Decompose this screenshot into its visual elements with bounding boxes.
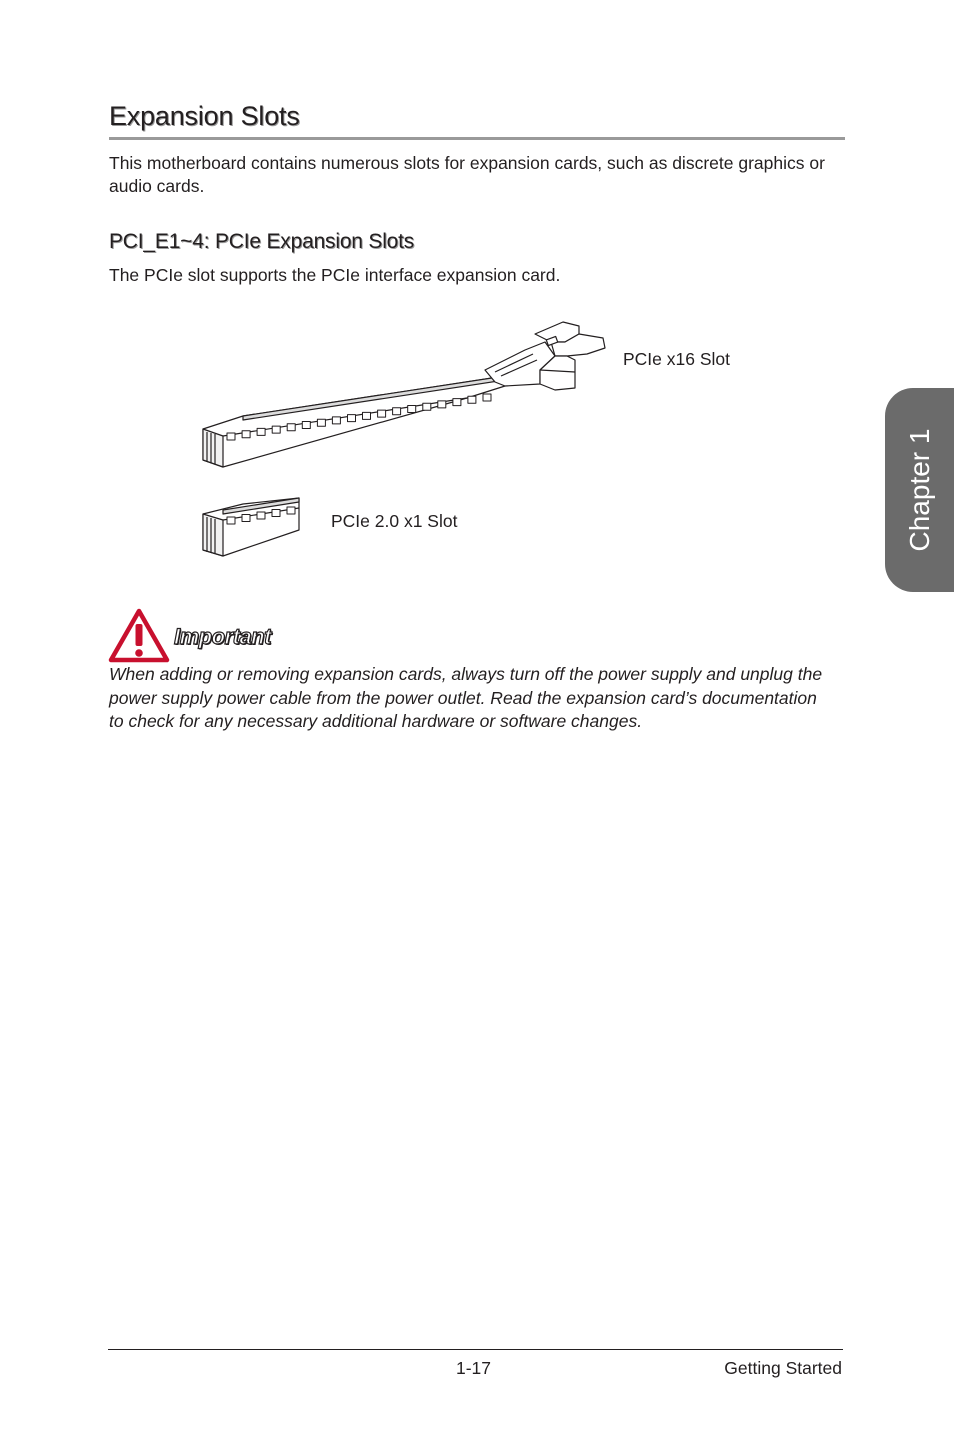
- slot-pin: [332, 417, 340, 424]
- pcie-x1-slot-illustration: [203, 498, 299, 556]
- important-heading: Important: [174, 624, 271, 649]
- slot-pin: [393, 408, 401, 415]
- slot-pin: [378, 410, 386, 417]
- slot-pin: [348, 415, 356, 422]
- slot-pin: [408, 406, 416, 413]
- slot-pin: [363, 412, 371, 419]
- slot-pin: [227, 433, 235, 440]
- page-title: Expansion Slots: [109, 101, 300, 131]
- slot-pin: [317, 419, 325, 426]
- slot-pin: [438, 401, 446, 408]
- slot-pin: [242, 431, 250, 438]
- slot-pin: [287, 507, 295, 514]
- slot-pin: [483, 394, 491, 401]
- intro-paragraph: This motherboard contains numerous slots for expansion cards, such as discrete graphics or audio cards.: [109, 153, 825, 196]
- slot-pin: [423, 403, 431, 410]
- pcie-x1-slot-label: PCIe 2.0 x1 Slot: [331, 511, 458, 531]
- slot-pin: [272, 510, 280, 517]
- title-underline: [109, 137, 845, 140]
- slot-pin: [287, 424, 295, 431]
- pcie-x16-slot-label: PCIe x16 Slot: [623, 349, 730, 369]
- slot-pin: [257, 428, 265, 435]
- slot-pin: [227, 517, 235, 524]
- pcie-x16-slot-illustration: [203, 322, 605, 467]
- chapter-tab: [885, 388, 954, 592]
- slot-pin: [257, 512, 265, 519]
- slot-pin: [272, 426, 280, 433]
- footer-section-name: Getting Started: [724, 1358, 842, 1378]
- subsection-description: The PCIe slot supports the PCIe interface expansion card.: [109, 265, 561, 285]
- slot-pin: [242, 515, 250, 522]
- chapter-tab-label: Chapter 1: [903, 428, 935, 552]
- page-number: 1-17: [456, 1358, 492, 1378]
- slot-pin: [302, 422, 310, 429]
- warning-triangle-icon: [108, 608, 170, 664]
- footer-rule: [108, 1349, 843, 1350]
- subsection-title: PCI_E1~4: PCIe Expansion Slots: [109, 230, 415, 253]
- x16-retention-latch: [485, 322, 605, 390]
- important-text: When adding or removing expansion cards, always turn off the power supply and unplug the power supply power cable from the power outlet. Read the expansion card’s documentation to check for any necessary additional hardware or software changes.: [109, 664, 823, 731]
- slot-pin: [453, 399, 461, 406]
- slot-pin: [468, 396, 476, 403]
